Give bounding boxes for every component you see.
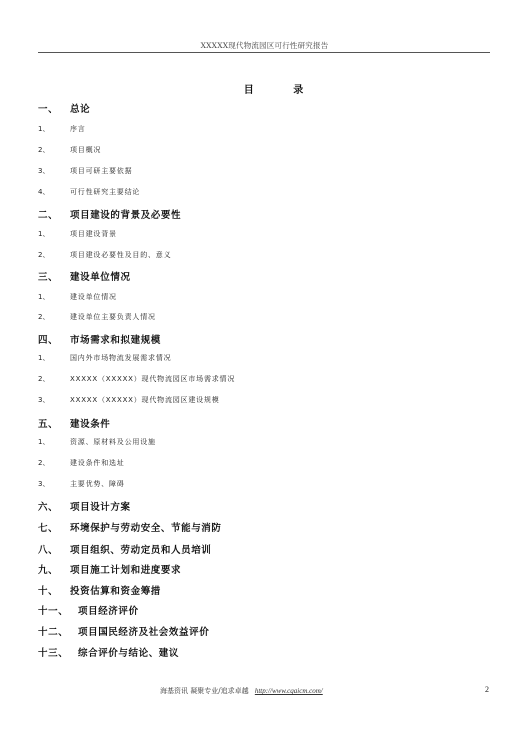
toc-entry-number: 十三、 (38, 648, 69, 659)
toc-entry-text: XXXXX（XXXXX）现代物流园区建设规模 (70, 396, 220, 404)
toc-entry-number: 1、 (38, 125, 50, 133)
toc-entry-text: 项目国民经济及社会效益评价 (78, 627, 210, 638)
toc-entry-text: 环境保护与劳动安全、节能与消防 (70, 523, 222, 534)
toc-entry-number: 八、 (38, 545, 59, 556)
toc-entry-text: 建设单位情况 (70, 293, 117, 301)
toc-entry-number: 十二、 (38, 627, 69, 638)
toc-entry-number: 六、 (38, 502, 59, 513)
toc-entry-text: 项目组织、劳动定员和人员培训 (70, 545, 212, 556)
toc-entry-number: 2、 (38, 313, 50, 321)
toc-entry-number: 十一、 (38, 606, 69, 617)
toc-entry-number: 二、 (38, 210, 59, 221)
toc-entry-text: 综合评价与结论、建议 (78, 648, 180, 659)
footer-url-link[interactable]: http://www.cqaicm.com/ (254, 687, 323, 695)
toc-entry-text: 项目建设背景 (70, 230, 117, 238)
toc-entry-text: 投资估算和资金筹措 (70, 586, 161, 597)
toc-entry-number: 1、 (38, 293, 50, 301)
toc-title: 目 录 (243, 85, 322, 96)
toc-entry-number: 七、 (38, 523, 59, 534)
toc-entry-number: 2、 (38, 459, 50, 467)
running-header: XXXXX现代物流园区可行性研究报告 (200, 41, 329, 50)
toc-entry-text: 市场需求和拟建规模 (70, 335, 161, 346)
toc-entry-text: XXXXX（XXXXX）现代物流园区市场需求情况 (70, 375, 236, 383)
toc-entry-number: 一、 (38, 104, 59, 115)
toc-entry-number: 1、 (38, 354, 50, 362)
toc-entry-text: 项目可研主要依据 (70, 167, 133, 175)
toc-entry-text: 项目设计方案 (70, 502, 131, 513)
toc-entry-text: 建设单位主要负责人情况 (70, 313, 156, 321)
toc-entry-text: 项目施工计划和进度要求 (70, 565, 182, 576)
toc-entry-number: 四、 (38, 335, 59, 346)
toc-entry-number: 五、 (38, 419, 59, 430)
toc-entry-number: 三、 (38, 272, 59, 283)
toc-entry-number: 3、 (38, 167, 50, 175)
toc-entry-text: 总论 (70, 104, 91, 115)
toc-entry-number: 十、 (38, 586, 59, 597)
toc-entry-text: 建设条件 (70, 419, 111, 430)
toc-entry-text: 主要优势、障碍 (70, 480, 125, 488)
toc-entry-number: 2、 (38, 251, 50, 259)
toc-entry-number: 4、 (38, 188, 50, 196)
toc-entry-number: 九、 (38, 565, 59, 576)
toc-entry-text: 项目建设必要性及目的、意义 (70, 251, 172, 259)
footer-slogan: 海基资讯 凝聚专业/追求卓越 (160, 687, 249, 695)
toc-entry-text: 建设单位情况 (70, 272, 131, 283)
toc-entry-text: 资源、原材料及公用设施 (70, 438, 156, 446)
toc-entry-text: 项目经济评价 (78, 606, 139, 617)
toc-entry-text: 项目概况 (70, 146, 102, 154)
toc-entry-text: 序言 (70, 125, 86, 133)
toc-entry-number: 3、 (38, 396, 50, 404)
toc-entry-text: 可行性研究主要结论 (70, 188, 141, 196)
footer (160, 686, 323, 696)
toc-entry-text: 国内外市场物流发展需求情况 (70, 354, 172, 362)
toc-entry-number: 2、 (38, 146, 50, 154)
toc-entry-number: 3、 (38, 480, 50, 488)
toc-entry-text: 项目建设的背景及必要性 (70, 210, 182, 221)
toc-entry-number: 2、 (38, 375, 50, 383)
page-number: 2 (485, 685, 489, 694)
toc-entry-number: 1、 (38, 438, 50, 446)
toc-entry-number: 1、 (38, 230, 50, 238)
toc-entry-text: 建设条件和选址 (70, 459, 125, 467)
